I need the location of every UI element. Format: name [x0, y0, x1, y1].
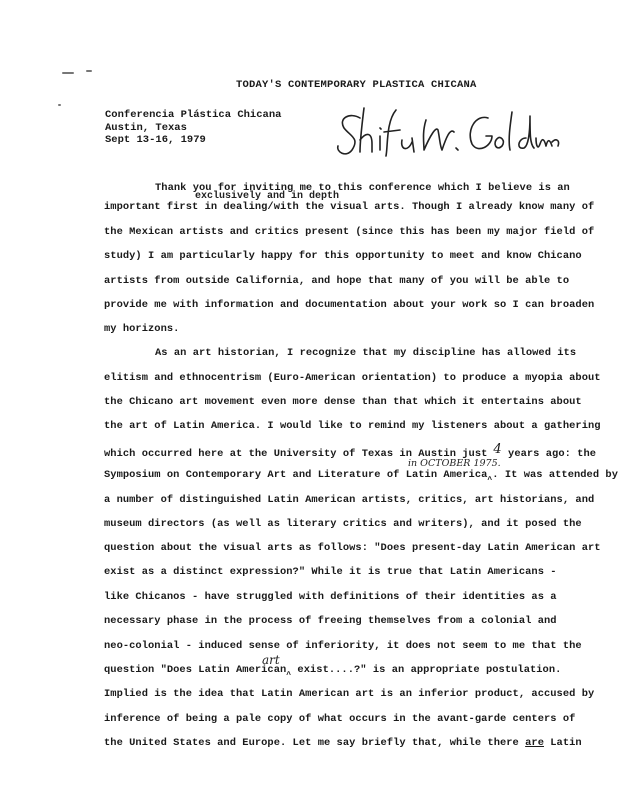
scan-speck: [86, 70, 92, 72]
body-line-text: the United States and Europe. Let me say briefly that, while there: [104, 737, 526, 749]
conference-dates: Sept 13-16, 1979: [105, 134, 206, 146]
scan-speck: [58, 104, 61, 106]
body-line: inference of being a pale copy of what occurs in the avant-garde centers of: [104, 713, 576, 725]
body-line: As an art historian, I recognize that my discipline has allowed its: [155, 347, 577, 359]
body-line: important first in dealing/with the visual arts. Though I already know many of: [104, 201, 595, 213]
body-line: question about the visual arts as follows: "Does present-day Latin American art: [104, 542, 601, 554]
body-line: Implied is the idea that Latin American art is an inferior product, accused by: [104, 688, 595, 700]
body-line-text: exist....?" is an appropriate postulation.: [291, 664, 562, 676]
body-line-text: years ago: the: [501, 448, 597, 460]
handwritten-insertion: exclusively and in depth: [195, 191, 340, 202]
conference-name: Conferencia Plástica Chicana: [105, 109, 282, 121]
handwritten-signature: [330, 100, 560, 162]
body-line: [104, 442, 597, 460]
body-line-text: Symposium on Contemporary Art and Literature of Latin America: [104, 469, 488, 481]
body-line: museum directors (as well as literary critics and writers), and it posed the: [104, 518, 582, 530]
body-line: the art of Latin America. I would like to remind my listeners about a gathering: [104, 420, 601, 432]
body-line-text: question "Does Latin American: [104, 664, 287, 676]
conference-location: Austin, Texas: [105, 121, 187, 134]
body-line: exist as a distinct expression?" While it is true that Latin Americans -: [104, 566, 557, 578]
handwritten-date: in OCTOBER 1975.: [408, 458, 501, 469]
body-line: [104, 737, 582, 749]
body-line: [104, 664, 562, 680]
body-line: [104, 469, 618, 485]
body-line: neo-colonial - induced sense of inferiority, it does not seem to me that the: [104, 640, 582, 652]
body-line-text: . It was attended by: [492, 469, 618, 481]
body-line: a number of distinguished Latin American artists, critics, art historians, and: [104, 494, 595, 506]
handwritten-word: art: [262, 653, 280, 667]
body-line: my horizons.: [104, 323, 180, 335]
handwritten-number: 4: [493, 442, 502, 457]
body-line: the Chicano art movement even more dense than that which it entertains about: [104, 396, 582, 408]
scan-speck: [62, 72, 74, 74]
body-line: the Mexican artists and critics present (since this has been my major field of: [104, 226, 595, 238]
body-line-text: which occurred here at the University of Texas in Austin just: [104, 448, 488, 460]
body-line: like Chicanos - have struggled with definitions of their identities as a: [104, 591, 557, 603]
underlined-word: are: [525, 737, 544, 749]
body-line: provide me with information and documentation about your work so I can broaden: [104, 299, 595, 311]
body-line: necessary phase in the process of freeing themselves from a colonial and: [104, 615, 557, 627]
document-title: TODAY'S CONTEMPORARY PLASTICA CHICANA: [236, 79, 477, 91]
body-line: artists from outside California, and hope that many of you will be able to: [104, 275, 570, 287]
insertion-caret: ^: [286, 671, 292, 680]
body-line: study) I am particularly happy for this opportunity to meet and know Chicano: [104, 250, 582, 262]
body-line: Thank you for inviting me to this conference which I believe is an: [155, 182, 570, 194]
body-line: elitism and ethnocentrism (Euro-American orientation) to produce a myopia about: [104, 372, 601, 384]
conference-header: [105, 109, 281, 147]
body-line-text: Latin: [543, 737, 582, 749]
insertion-caret: ^: [487, 476, 493, 485]
